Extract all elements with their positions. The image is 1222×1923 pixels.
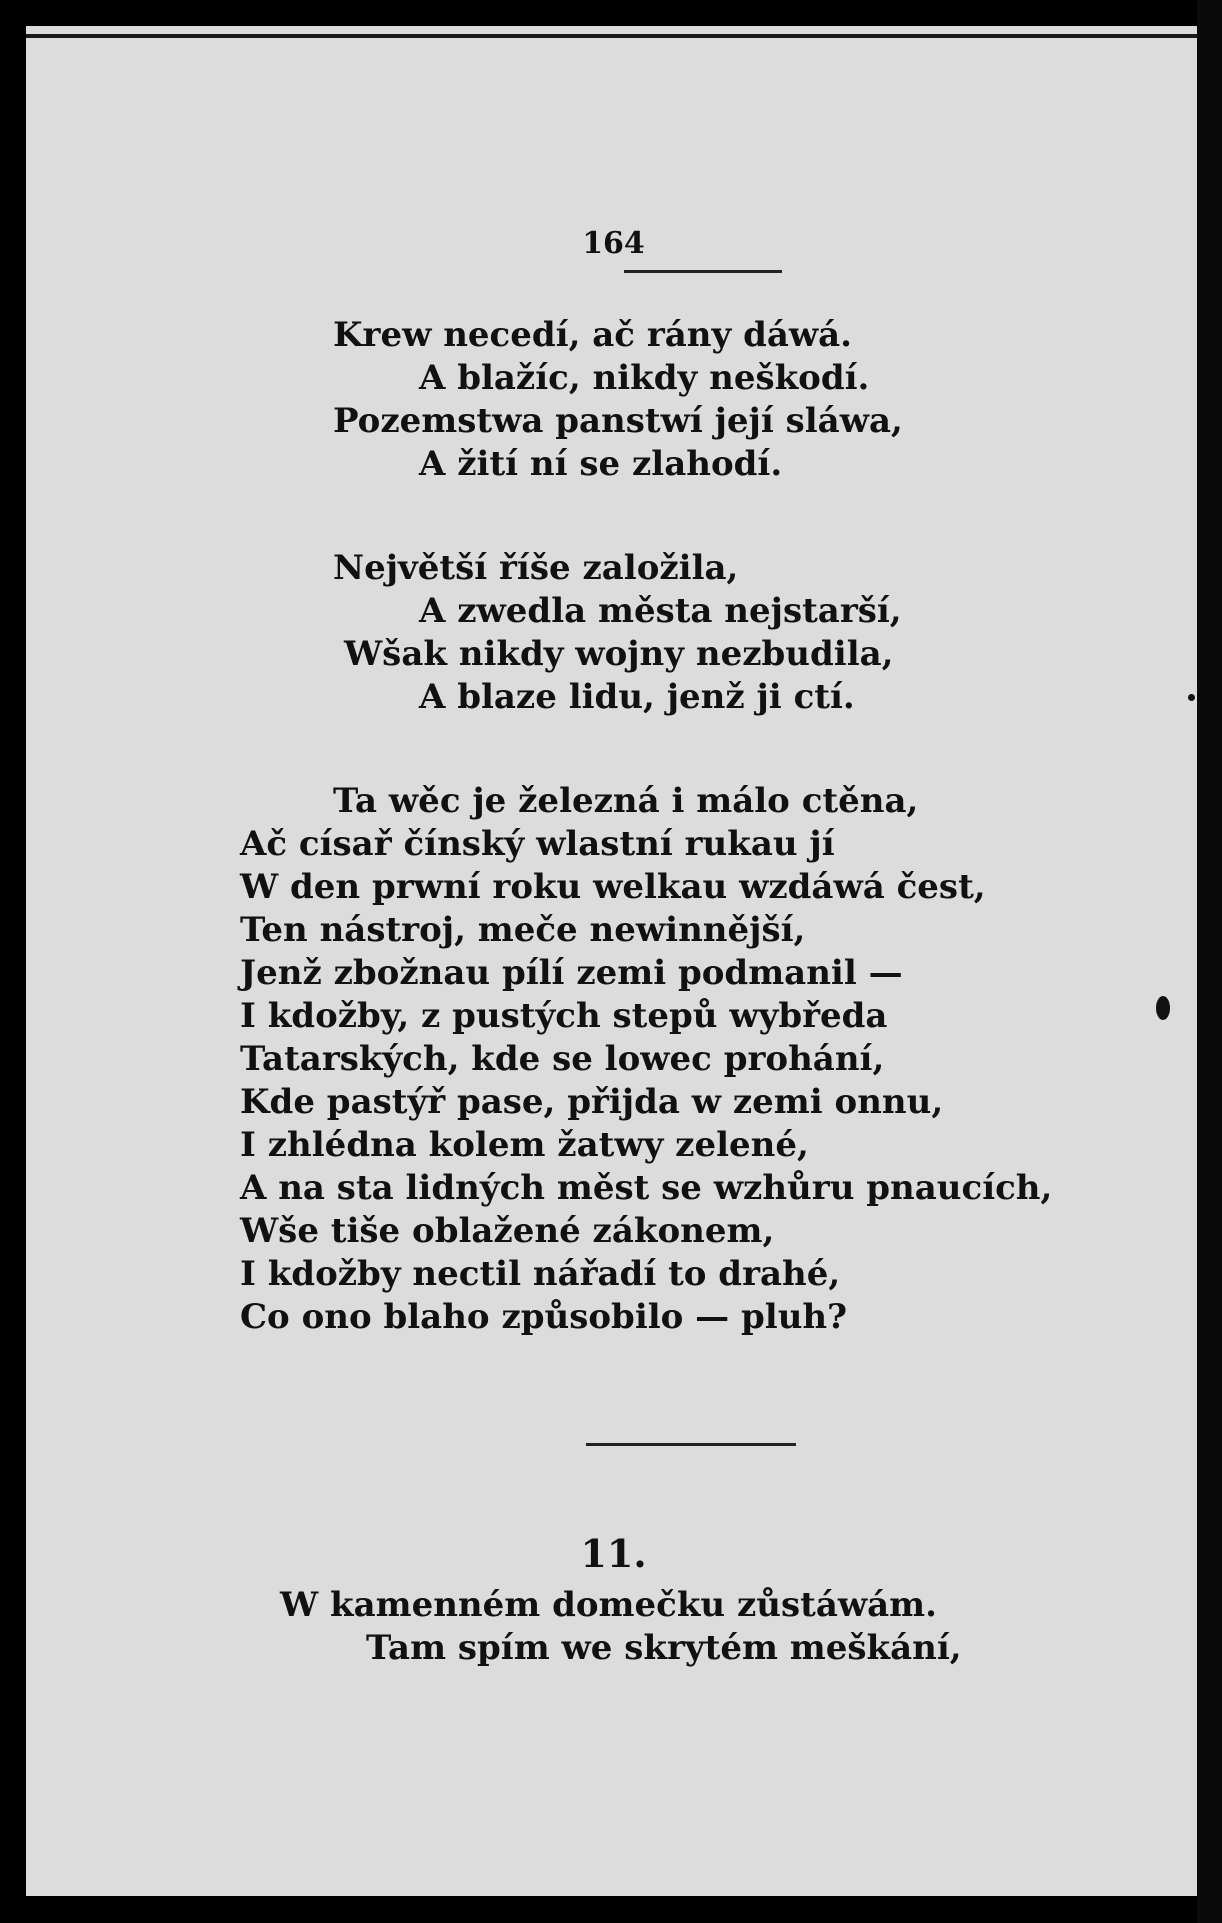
verse-line: Tam spím we skrytém meškání,: [366, 1628, 962, 1668]
verse-line: Největší říše založila,: [333, 548, 739, 588]
section-divider: [586, 1443, 796, 1446]
verse-line: Wšak nikdy wojny nezbudila,: [344, 634, 894, 674]
verse-line: Pozemstwa panstwí její sláwa,: [333, 401, 903, 441]
page-edge-top: [26, 34, 1211, 38]
verse-line: A na sta lidných měst se wzhůru pnaucích,: [240, 1168, 1053, 1208]
verse-line: I kdožby, z pustých stepů wybředa: [240, 996, 888, 1036]
verse-line: A blažíc, nikdy neškodí.: [419, 358, 870, 398]
section-number: 11.: [580, 1531, 647, 1576]
ink-speck: [1188, 694, 1195, 701]
verse-line: Co ono blaho způsobilo — pluh?: [240, 1297, 848, 1337]
verse-line: W kamenném domečku zůstáwám.: [280, 1585, 937, 1625]
verse-line: A žití ní se zlahodí.: [419, 444, 783, 484]
page-number: 164: [582, 226, 645, 261]
verse-line: Wše tiše oblažené zákonem,: [240, 1211, 775, 1251]
verse-line: Ač císař čínský wlastní rukau jí: [240, 824, 835, 864]
verse-line: A blaze lidu, jenž ji ctí.: [419, 677, 855, 717]
book-page: [26, 26, 1201, 1896]
verse-line: Ta wěc je železná i málo ctěna,: [333, 781, 919, 821]
ink-speck: [1156, 996, 1170, 1020]
verse-line: Kde pastýř pase, přijda w zemi onnu,: [240, 1082, 944, 1122]
verse-line: Krew necedí, ač rány dáwá.: [333, 315, 853, 355]
verse-line: W den prwní roku welkau wzdáwá čest,: [240, 867, 986, 907]
page-edge-right: [1197, 0, 1222, 1923]
verse-line: Tatarských, kde se lowec prohání,: [240, 1039, 885, 1079]
verse-line: Ten nástroj, meče newinnější,: [240, 910, 806, 950]
header-rule: [624, 270, 782, 273]
verse-line: Jenž zbožnau pílí zemi podmanil —: [240, 953, 903, 993]
verse-line: A zwedla města nejstarší,: [419, 591, 902, 631]
verse-line: I zhlédna kolem žatwy zelené,: [240, 1125, 809, 1165]
verse-line: I kdožby nectil nářadí to drahé,: [240, 1254, 841, 1294]
